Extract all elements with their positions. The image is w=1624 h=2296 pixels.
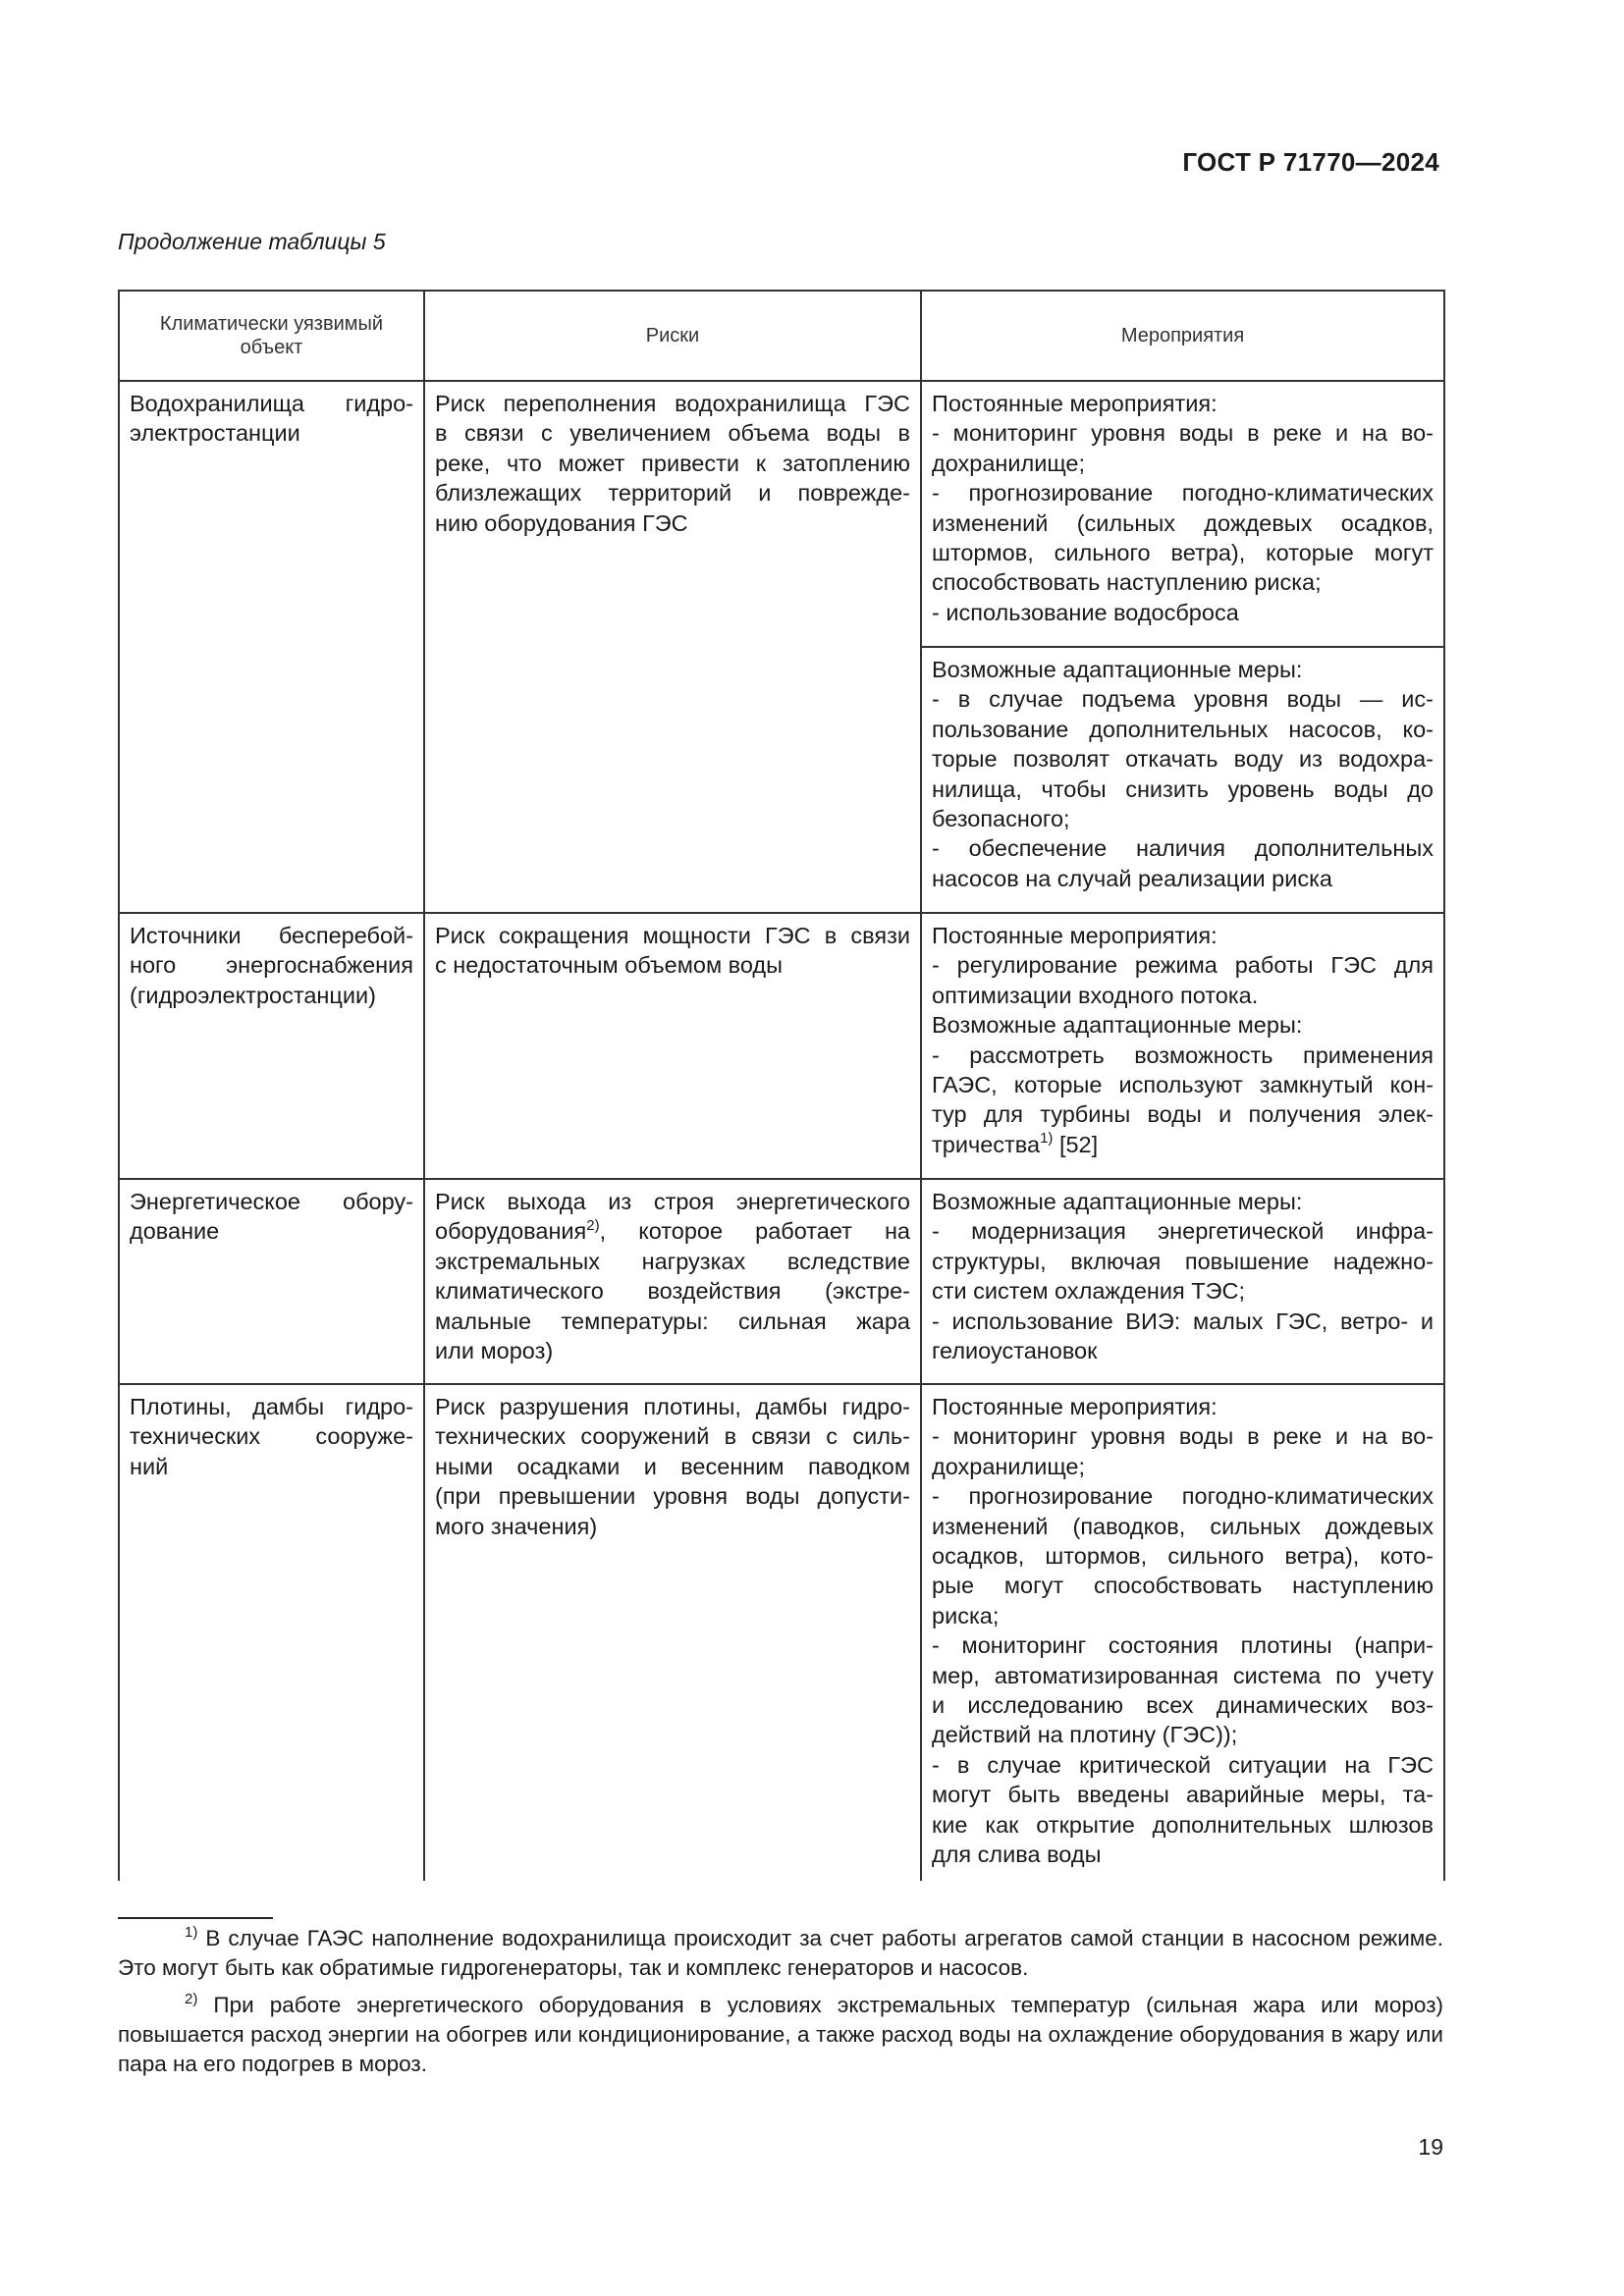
cell-line: с недостаточным объемом воды bbox=[435, 952, 784, 979]
footnote-divider bbox=[118, 1917, 273, 1919]
cell-line: Постоянные мероприятия: bbox=[932, 1394, 1218, 1419]
cell-line: способствовать наступлению риска; bbox=[932, 569, 1322, 596]
header-object: Климатически уязвимый объект bbox=[119, 291, 424, 381]
cell-line: безопасного; bbox=[932, 806, 1070, 832]
cell-line: дование bbox=[130, 1218, 220, 1245]
cell-line: изменений (сильных дождевых осадков, bbox=[932, 509, 1434, 536]
cell-line: сти систем охлаждения ТЭС; bbox=[932, 1278, 1245, 1305]
measures-cell bbox=[921, 381, 1444, 647]
cell-line: гелиоустановок bbox=[932, 1338, 1098, 1364]
table-caption: Продолжение таблицы 5 bbox=[118, 229, 386, 254]
footnote-ref: 1) bbox=[1040, 1130, 1054, 1148]
cell-line: Риск разрушения плотины, дамбы гидро- bbox=[435, 1394, 910, 1419]
cell-line: реке, что может привести к затоплению bbox=[435, 450, 910, 476]
cell-line: Риск выхода из строя энергетического bbox=[435, 1189, 910, 1214]
cell-line: Энергетическое обору- bbox=[130, 1189, 413, 1214]
cell-line: - прогнозирование погодно-климатических bbox=[932, 480, 1434, 507]
risk-cell bbox=[424, 913, 921, 1179]
cell-line: тур для турбины воды и получения элек- bbox=[932, 1101, 1434, 1128]
cell-line: (при превышении уровня воды допусти- bbox=[435, 1483, 910, 1510]
cell-line: или мороз) bbox=[435, 1338, 554, 1364]
cell-line: Риск сокращения мощности ГЭС в связи bbox=[435, 923, 910, 948]
cell-line: рые могут способствовать наступлению bbox=[932, 1573, 1434, 1599]
cell-line: Риск переполнения водохранилища ГЭС bbox=[435, 391, 910, 416]
measures-cell bbox=[921, 913, 1444, 1179]
cell-line: Источники бесперебой- bbox=[130, 923, 413, 948]
cell-line: действий на плотину (ГЭС)); bbox=[932, 1722, 1238, 1748]
cell-line: ГАЭС, которые используют замкнутый кон- bbox=[932, 1072, 1434, 1098]
cell-line: технических сооруже- bbox=[130, 1423, 413, 1450]
cell-line: мальные температуры: сильная жара bbox=[435, 1308, 910, 1334]
cell-line: оптимизации входного потока. bbox=[932, 982, 1259, 1008]
footnote-mark: 1) bbox=[185, 1923, 198, 1941]
measures-cell bbox=[921, 647, 1444, 913]
footnote-1 bbox=[118, 1924, 1443, 1983]
object-cell bbox=[119, 381, 424, 913]
cell-line: кие как открытие дополнительных шлюзов bbox=[932, 1811, 1434, 1838]
cell-line: - в случае критической ситуации на ГЭС bbox=[932, 1751, 1434, 1778]
measures-cell bbox=[921, 1179, 1444, 1384]
cell-line: оборудования$^{2)}$, которое работает на bbox=[435, 1216, 910, 1245]
table-row bbox=[119, 1384, 1444, 1881]
risk-cell bbox=[424, 1179, 921, 1384]
cell-line: - регулирование режима работы ГЭС для bbox=[932, 952, 1434, 979]
cell-line: мого значения) bbox=[435, 1513, 598, 1539]
cell-line: Возможные адаптационные меры: bbox=[932, 657, 1303, 682]
cell-line: Возможные адаптационные меры: bbox=[932, 1189, 1303, 1214]
cell-line: ного энергоснабжения bbox=[130, 952, 413, 979]
cell-line: климатического воздействия (экстре- bbox=[435, 1278, 910, 1305]
cell-line: - обеспечение наличия дополнительных bbox=[932, 835, 1434, 862]
object-cell bbox=[119, 1384, 424, 1881]
cell-line: Водохранилища гидро- bbox=[130, 391, 413, 416]
cell-line: штормов, сильного ветра), которые могут bbox=[932, 540, 1434, 566]
cell-line: - модернизация энергетической инфра- bbox=[932, 1218, 1434, 1245]
table-row bbox=[119, 913, 1444, 1179]
cell-line: торые позволят откачать воду из водохра- bbox=[932, 746, 1434, 773]
cell-line: тричества$^{1)}$ [52] bbox=[932, 1130, 1099, 1157]
footnote-text: При работе энергетического оборудования в условиях экстремальных температур (сильная жара или мороз) повышается расход энергии на обогрев или кондиционирование, а также расход воды на охлаждение оборудования в жару или пара на его подогрев в мороз. bbox=[118, 1993, 1443, 2076]
cell-line: - использование водосброса bbox=[932, 599, 1239, 625]
cell-line: технических сооружений в связи с силь- bbox=[435, 1423, 910, 1450]
cell-line: - рассмотреть возможность применения bbox=[932, 1041, 1434, 1068]
header-risks: Риски bbox=[424, 291, 921, 381]
footnotes bbox=[118, 1924, 1443, 2087]
cell-line: дохранилище; bbox=[932, 1453, 1086, 1479]
cell-line: - в случае подъема уровня воды — ис- bbox=[932, 686, 1434, 713]
cell-line: - мониторинг уровня воды в реке и на во- bbox=[932, 1423, 1434, 1450]
footnote-mark: 2) bbox=[185, 1990, 198, 2007]
cell-line: Возможные адаптационные меры: bbox=[932, 1012, 1303, 1039]
cell-line: близлежащих территорий и поврежде- bbox=[435, 480, 910, 507]
cell-line: нию оборудования ГЭС bbox=[435, 509, 688, 536]
page-number: 19 bbox=[1418, 2134, 1443, 2160]
risk-cell bbox=[424, 381, 921, 913]
cell-line: в связи с увеличением объема воды в bbox=[435, 420, 910, 447]
cell-line: риска; bbox=[932, 1602, 1000, 1629]
cell-line: дохранилище; bbox=[932, 450, 1086, 476]
cell-line: и исследованию всех динамических воз- bbox=[932, 1692, 1434, 1719]
document-code: ГОСТ Р 71770—2024 bbox=[1182, 147, 1439, 177]
cell-line: Постоянные мероприятия: bbox=[932, 923, 1218, 948]
header-measures: Мероприятия bbox=[921, 291, 1444, 381]
cell-line: нилища, чтобы снизить уровень воды до bbox=[932, 775, 1434, 802]
cell-line: - использование ВИЭ: малых ГЭС, ветро- и bbox=[932, 1308, 1434, 1334]
cell-line: Плотины, дамбы гидро- bbox=[130, 1394, 413, 1419]
cell-line: могут быть введены аварийные меры, та- bbox=[932, 1782, 1434, 1808]
cell-line: изменений (паводков, сильных дождевых bbox=[932, 1513, 1434, 1539]
object-cell bbox=[119, 913, 424, 1179]
cell-line: Постоянные мероприятия: bbox=[932, 391, 1218, 416]
cell-line: - мониторинг состояния плотины (напри- bbox=[932, 1632, 1434, 1659]
footnote-text: В случае ГАЭС наполнение водохранилища происходит за счет работы агрегатов самой станции в насосном режиме. Это могут быть как обратимые гидрогенераторы, так и комплекс генераторов и насосов. bbox=[118, 1926, 1443, 1980]
cell-line: электростанции bbox=[130, 420, 300, 447]
cell-line: (гидроэлектростанции) bbox=[130, 982, 376, 1008]
risk-table bbox=[118, 290, 1445, 1881]
cell-line: мер, автоматизированная система по учету bbox=[932, 1662, 1434, 1688]
cell-line: - прогнозирование погодно-климатических bbox=[932, 1483, 1434, 1510]
cell-line: осадков, штормов, сильного ветра), кото- bbox=[932, 1543, 1434, 1570]
cell-line: ний bbox=[130, 1453, 169, 1479]
table-row bbox=[119, 1179, 1444, 1384]
cell-line: пользование дополнительных насосов, ко- bbox=[932, 716, 1434, 742]
risk-cell bbox=[424, 1384, 921, 1881]
measures-cell bbox=[921, 1384, 1444, 1881]
footnote-2 bbox=[118, 1991, 1443, 2079]
cell-line: для слива воды bbox=[932, 1842, 1102, 1868]
cell-line: экстремальных нагрузках вследствие bbox=[435, 1248, 910, 1274]
cell-line: ными осадками и весенним паводком bbox=[435, 1453, 910, 1479]
table-row bbox=[119, 381, 1444, 647]
cell-line: насосов на случай реализации риска bbox=[932, 865, 1332, 891]
object-cell bbox=[119, 1179, 424, 1384]
table-header-row bbox=[119, 291, 1444, 381]
footnote-ref: 2) bbox=[586, 1216, 600, 1234]
cell-line: - мониторинг уровня воды в реке и на во- bbox=[932, 420, 1434, 447]
cell-line: структуры, включая повышение надежно- bbox=[932, 1248, 1434, 1274]
